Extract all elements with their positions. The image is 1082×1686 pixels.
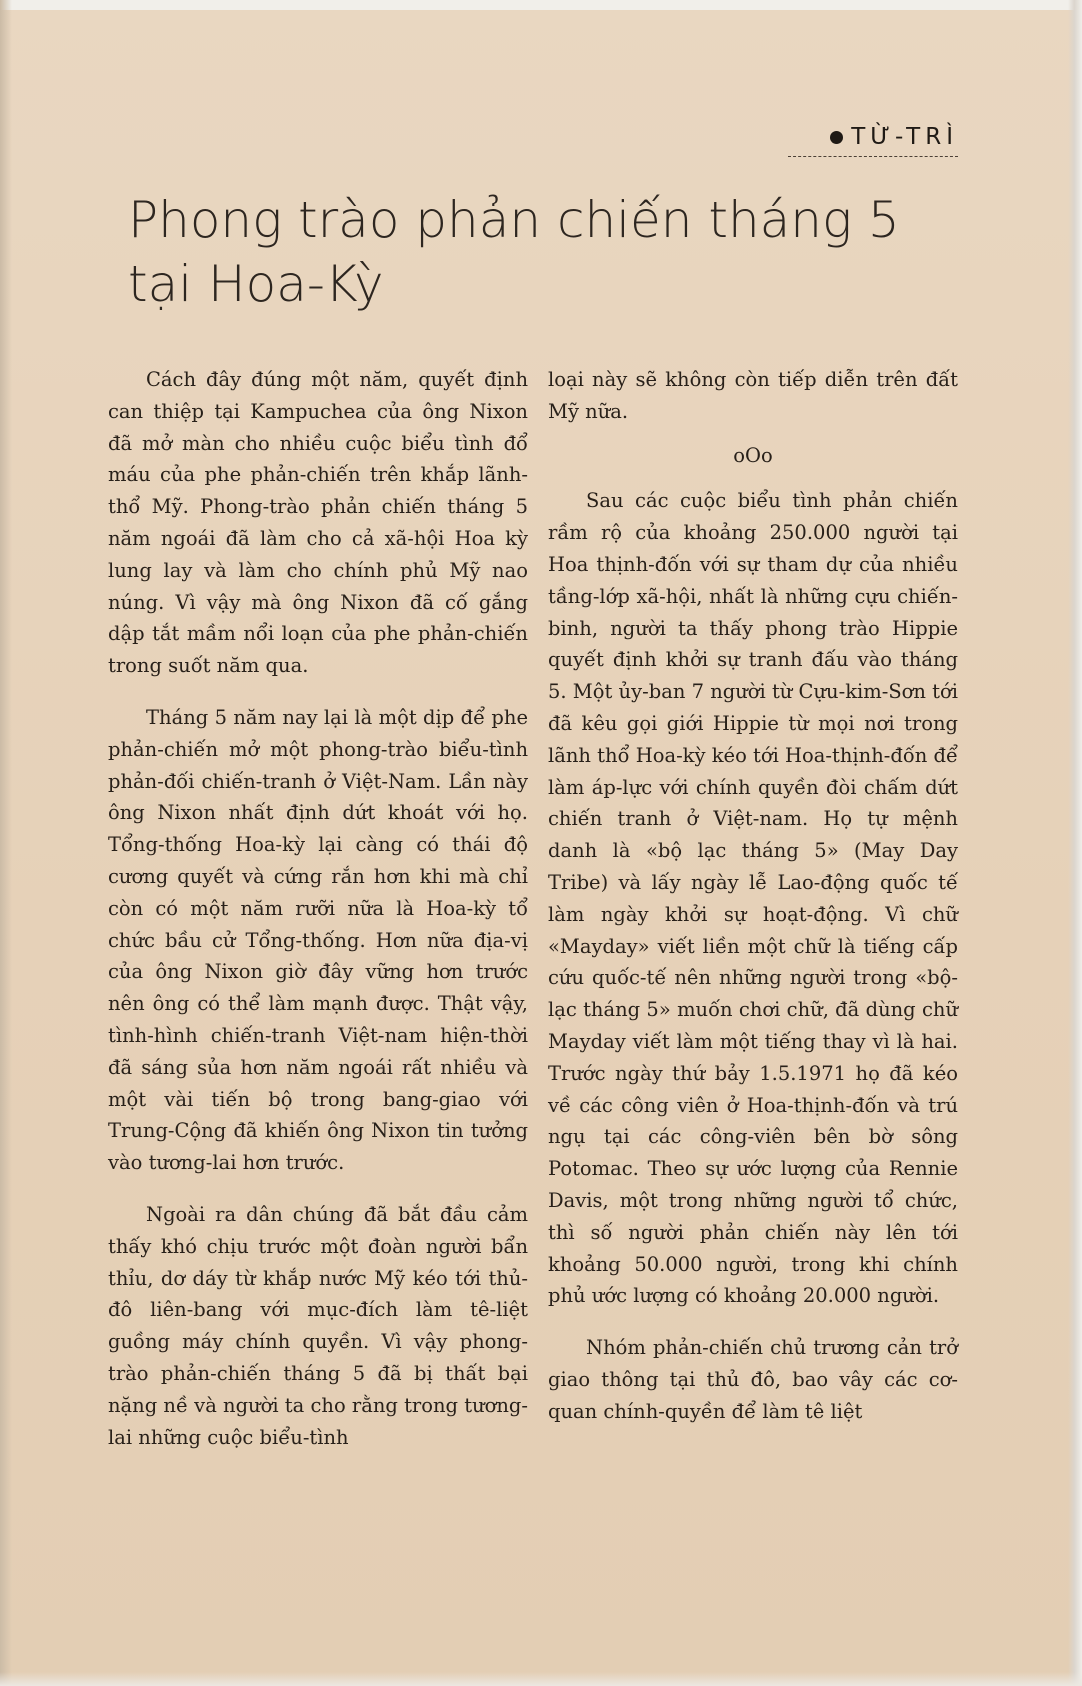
page-top-border (0, 0, 1082, 10)
right-column (548, 364, 958, 1448)
section-label (830, 124, 958, 150)
right-continuation: loại này sẽ không còn tiếp diễn trên đất Mỹ nữa. (548, 368, 958, 423)
right-paragraph-2: Nhóm phản-chiến chủ trương cản trở giao thông tại thủ đô, bao vây các cơ-quan chính-quyền để làm tê liệt (548, 1336, 958, 1423)
title-line-1: Phong trào phản chiến tháng 5 (128, 191, 900, 249)
left-paragraph-3: Ngoài ra dân chúng đã bắt đầu cảm thấy khó chịu trước một đoàn người bẩn thỉu, dơ dáy từ khắp nước Mỹ kéo tới thủ-đô liên-bang với mục-đích làm tê-liệt guồng máy chính quyền. Vì vậy phong-trào phản-chiến tháng 5 đã bị thất bại nặng nề và người ta cho rằng trong tương-lai những cuộc biểu-tình (108, 1202, 528, 1449)
section-separator: oOo (733, 443, 773, 467)
section-label-underline (788, 156, 958, 157)
page-bottom-edge (0, 1672, 1082, 1686)
section-label-text: TỪ-TRÌ (851, 124, 958, 150)
left-paragraph-2: Tháng 5 năm nay lại là một dịp để phe phản-chiến mở một phong-trào biểu-tình phản-đối chiến-tranh ở Việt-Nam. Lần này ông Nixon nhất định dứt khoát với họ. Tổng-thống Hoa-kỳ lại càng có thái độ cương quyết và cứng rắn hơn khi mà chỉ còn có một năm rưỡi nữa là Hoa-kỳ tổ chức bầu cử Tổng-thống. Hơn nữa địa-vị của ông Nixon giờ đây vững hơn trước nên ông có thể làm mạnh được. Thật vậy, tình-hình chiến-tranh Việt-nam hiện-thời đã sáng sủa hơn năm ngoái rất nhiều và một vài tiến bộ trong bang-giao với Trung-Cộng đã khiến ông Nixon tin tưởng vào tương-lai hơn trước. (108, 705, 528, 1175)
bullet-icon (830, 131, 843, 144)
article-title (128, 188, 988, 316)
left-paragraph-1: Cách đây đúng một năm, quyết định can thiệp tại Kampuchea của ông Nixon đã mở màn cho nhiều cuộc biểu tình đổ máu của phe phản-chiến trên khắp lãnh-thổ Mỹ. Phong-trào phản chiến tháng 5 năm ngoái đã làm cho cả xã-hội Hoa kỳ lung lay và làm cho chính phủ Mỹ nao núng. Vì vậy mà ông Nixon đã cố gắng dập tắt mầm nổi loạn của phe phản-chiến trong suốt năm qua. (108, 368, 528, 678)
left-column (108, 364, 528, 1473)
page-left-shadow (0, 0, 12, 1686)
right-paragraph-1: Sau các cuộc biểu tình phản chiến rầm rộ của khoảng 250.000 người tại Hoa thịnh-đốn với sự tham dự của nhiều tầng-lớp xã-hội, nhất là những cựu chiến-binh, người ta thấy phong trào Hippie quyết định khởi sự tranh đấu vào tháng 5. Một ủy-ban 7 người từ Cựu-kim-Sơn tới đã kêu gọi giới Hippie từ mọi nơi trong lãnh thổ Hoa-kỳ kéo tới Hoa-thịnh-đốn để làm áp-lực với chính quyền đòi chấm dứt chiến tranh ở Việt-nam. Họ tự mệnh danh là «bộ lạc tháng 5» (May Day Tribe) và lấy ngày lễ Lao-động quốc tế làm ngày khởi sự hoạt-động. Vì chữ «Mayday» viết liền một chữ là tiếng cấp cứu quốc-tế nên những người trong «bộ-lạc tháng 5» muốn chơi chữ, đã dùng chữ Mayday viết làm một tiếng thay vì là hai. Trước ngày thứ bảy 1.5.1971 họ đã kéo về các công viên ở Hoa-thịnh-đốn và trú ngụ tại các công-viên bên bờ sông Potomac. Theo sự ước lượng của Rennie Davis, một trong những người tổ chức, thì số người phản chiến này lên tới khoảng 50.000 người, trong khi chính phủ ước lượng có khoảng 20.000 người. (548, 489, 958, 1308)
title-line-2: tại Hoa-Kỳ (128, 255, 384, 313)
page-right-edge (1068, 0, 1082, 1686)
